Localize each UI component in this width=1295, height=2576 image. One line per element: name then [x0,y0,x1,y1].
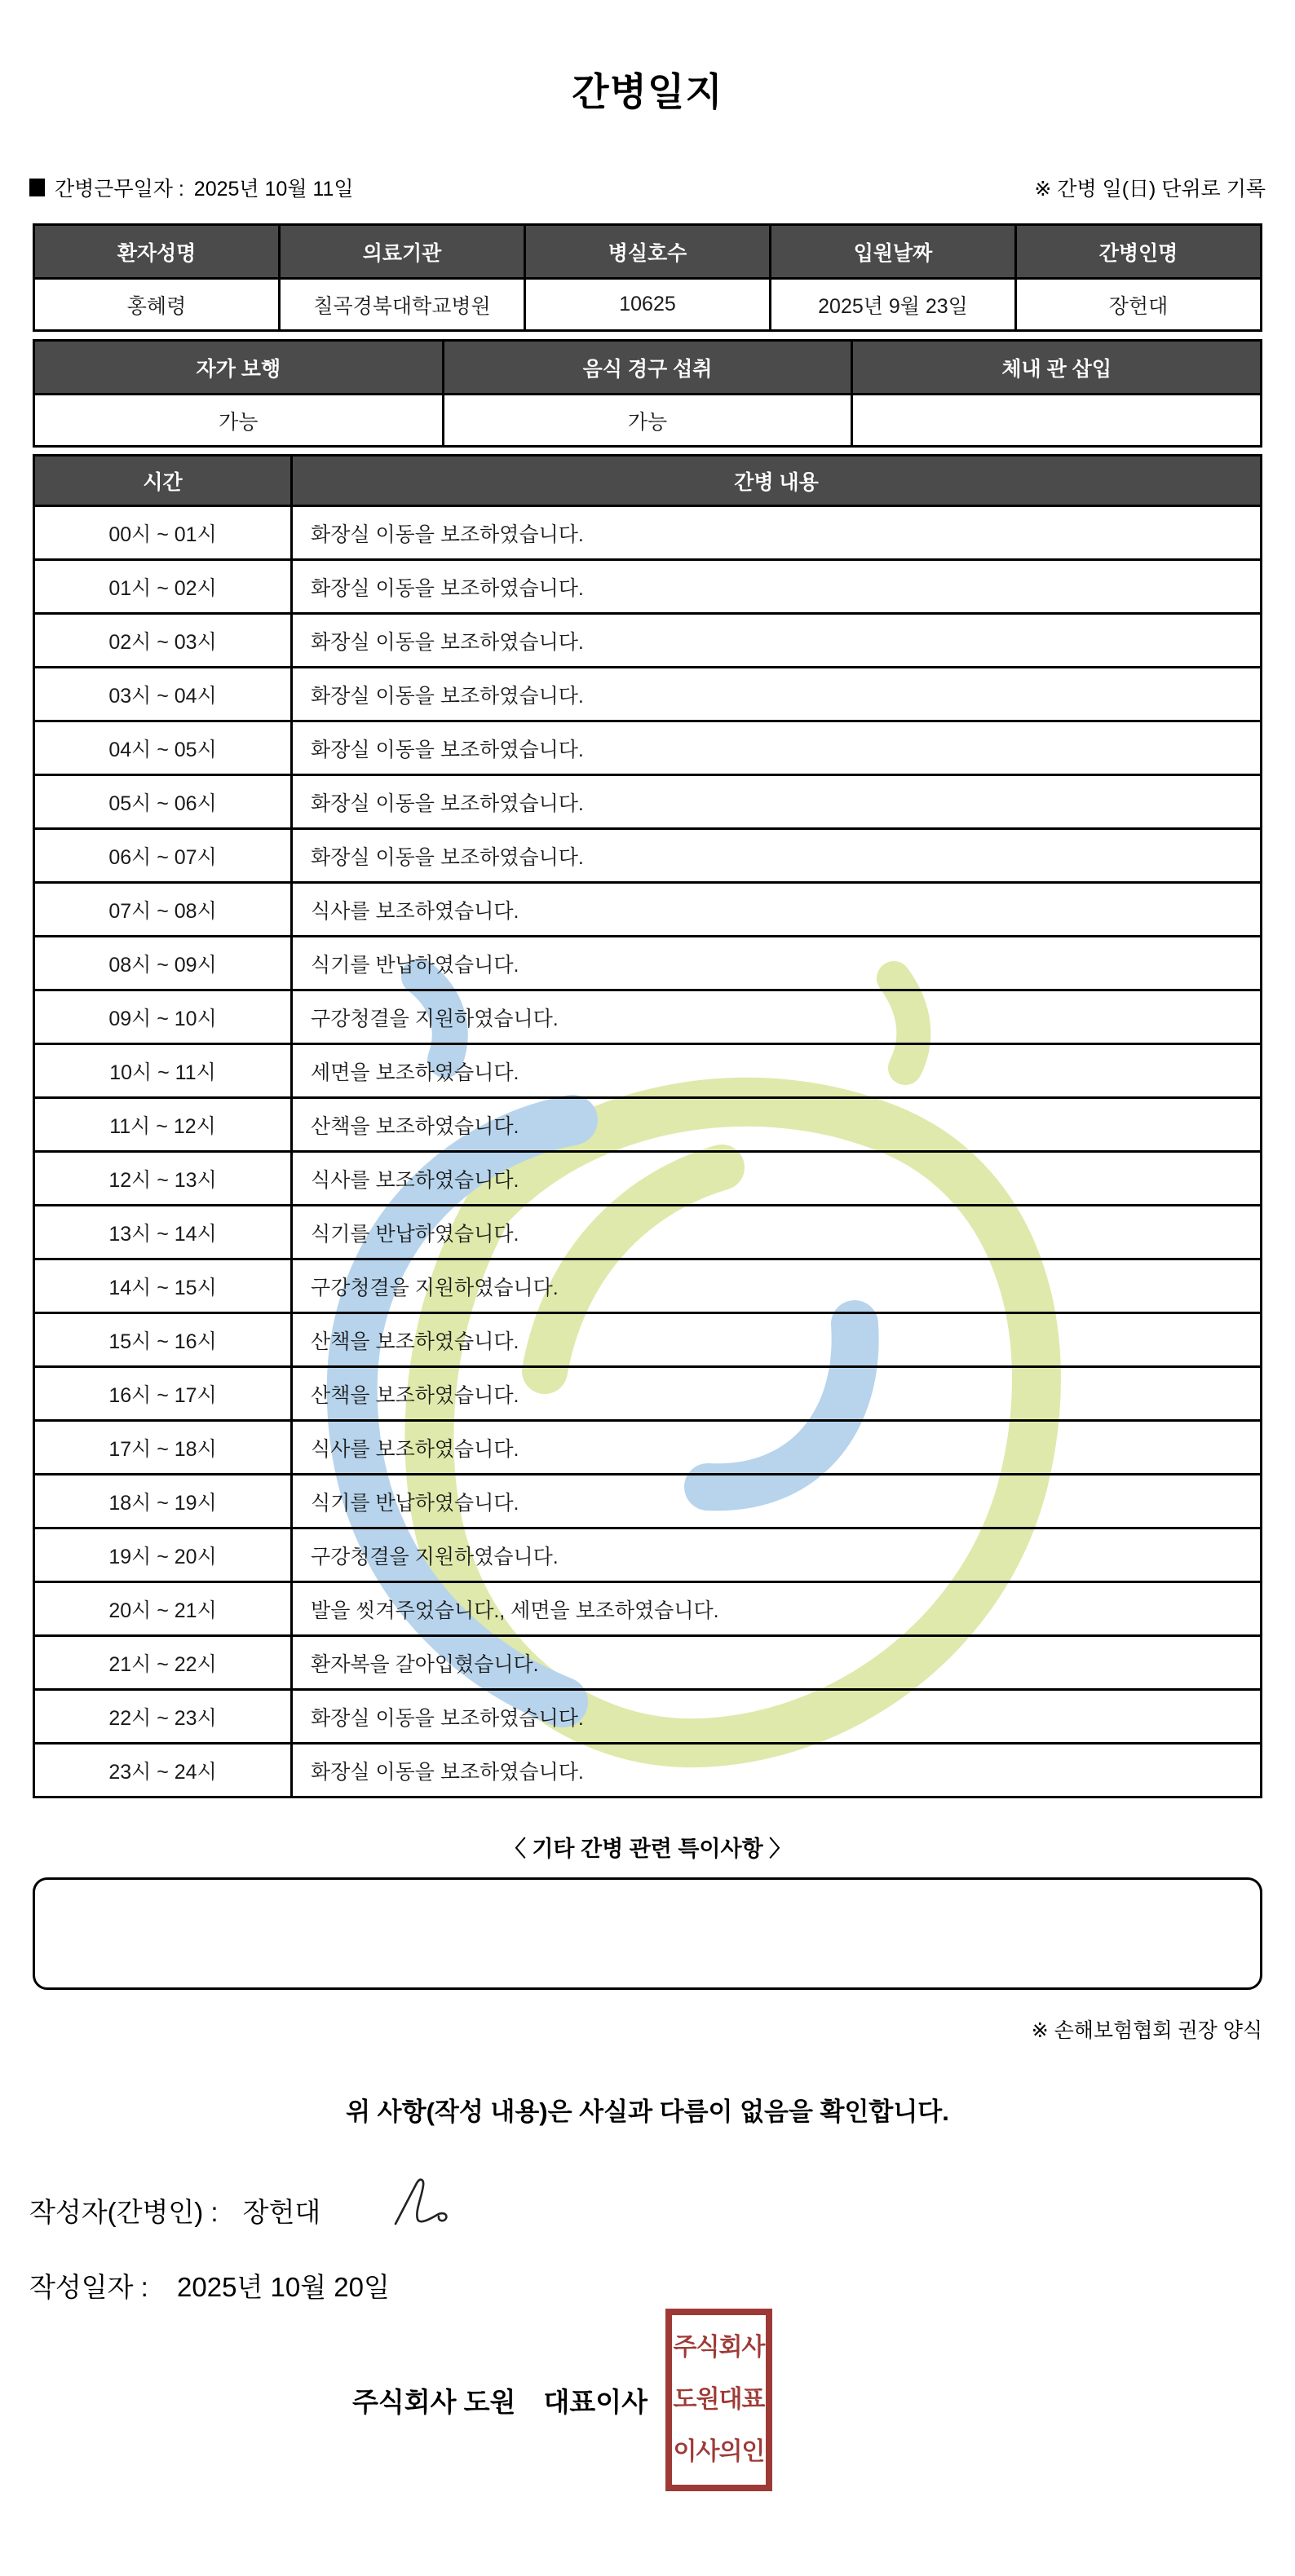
condition-value-row [34,395,1262,447]
black-square-bullet-icon [29,179,45,196]
care-time-cell: 05시 ~ 06시 [34,775,292,829]
time-header: 시간 [34,456,292,506]
company-line [352,2308,1295,2492]
written-date-label: 작성일자 : [29,2272,148,2302]
ceo-label: 대표이사 [543,2386,648,2417]
care-time-cell: 06시 ~ 07시 [34,829,292,883]
tube-insertion-value [852,395,1262,447]
care-table-row [34,1367,1262,1421]
unit-note: ※ 간병 일(日) 단위로 기록 [1034,178,1266,201]
hospital-value: 칠곡경북대학교병원 [280,279,525,331]
special-notes-box [33,1877,1262,1990]
work-date-label: 간병근무일자 : [55,178,184,201]
writer-name: 장헌대 [242,2196,321,2227]
care-table-row [34,506,1262,560]
condition-table [33,339,1262,448]
tube-insertion-header: 체내 관 삽입 [852,341,1262,395]
care-content-header: 간병 내용 [292,456,1262,506]
care-content-cell: 환자복을 갈아입혔습니다. [292,1636,1262,1690]
care-table-row [34,1421,1262,1475]
meta-row [29,173,1266,202]
care-content-cell: 식기를 반납하였습니다. [292,937,1262,990]
care-table-row [34,883,1262,937]
care-time-cell: 17시 ~ 18시 [34,1421,292,1475]
writer-label: 작성자(간병인) : [29,2196,219,2227]
care-time-cell: 04시 ~ 05시 [34,721,292,775]
caregiver-name-header: 간병인명 [1016,225,1262,279]
care-time-cell: 00시 ~ 01시 [34,506,292,560]
care-content-cell: 산책을 보조하였습니다. [292,1313,1262,1367]
care-content-cell: 구강청결을 지원하였습니다. [292,1259,1262,1313]
care-table-row [34,668,1262,721]
care-time-cell: 08시 ~ 09시 [34,937,292,990]
page-title: 간병일지 [572,70,723,113]
self-walking-header: 자가 보행 [34,341,444,395]
care-time-cell: 20시 ~ 21시 [34,1582,292,1636]
care-table-head [34,456,1262,506]
care-content-cell: 화장실 이동을 보조하였습니다. [292,1744,1262,1797]
care-content-cell: 화장실 이동을 보조하였습니다. [292,560,1262,614]
care-time-cell: 13시 ~ 14시 [34,1206,292,1259]
care-time-cell: 19시 ~ 20시 [34,1528,292,1582]
condition-header-row [34,341,1262,395]
care-table-row [34,829,1262,883]
care-log-table [33,454,1262,1798]
patient-value-row [34,279,1262,331]
care-time-cell: 21시 ~ 22시 [34,1636,292,1690]
care-table-row [34,937,1262,990]
care-time-cell: 23시 ~ 24시 [34,1744,292,1797]
care-content-cell: 구강청결을 지원하였습니다. [292,1528,1262,1582]
care-content-cell: 식기를 반납하였습니다. [292,1475,1262,1528]
care-time-cell: 11시 ~ 12시 [34,1098,292,1152]
care-content-cell: 화장실 이동을 보조하였습니다. [292,829,1262,883]
admission-date-value: 2025년 9월 23일 [771,279,1016,331]
care-time-cell: 07시 ~ 08시 [34,883,292,937]
patient-info-table [33,223,1262,332]
patient-header-row [34,225,1262,279]
care-content-cell: 산책을 보조하였습니다. [292,1098,1262,1152]
care-content-cell: 세면을 보조하였습니다. [292,1044,1262,1098]
care-content-cell: 산책을 보조하였습니다. [292,1367,1262,1421]
care-table-row [34,560,1262,614]
care-content-cell: 화장실 이동을 보조하였습니다. [292,1690,1262,1744]
care-content-cell: 화장실 이동을 보조하였습니다. [292,721,1262,775]
care-table-body [34,506,1262,1797]
form-note: ※ 손해보험협회 권장 양식 [1031,2019,1262,2042]
care-time-cell: 02시 ~ 03시 [34,614,292,668]
room-number-header: 병실호수 [525,225,771,279]
care-table-row [34,1259,1262,1313]
care-table-row [34,1152,1262,1206]
caregiver-name-value: 장헌대 [1016,279,1262,331]
care-time-cell: 09시 ~ 10시 [34,990,292,1044]
oral-intake-header: 음식 경구 섭취 [443,341,852,395]
work-date-value: 2025년 10월 11일 [193,178,354,201]
care-table-row [34,1744,1262,1797]
care-table-row [34,721,1262,775]
care-content-cell: 식사를 보조하였습니다. [292,1421,1262,1475]
care-table-row [34,1206,1262,1259]
care-time-cell: 15시 ~ 16시 [34,1313,292,1367]
care-time-cell: 12시 ~ 13시 [34,1152,292,1206]
patient-name-value: 홍혜령 [34,279,280,331]
special-notes-title: 〈 기타 간병 관련 특이사항 〉 [503,1837,792,1861]
care-content-cell: 발을 씻겨주었습니다., 세면을 보조하였습니다. [292,1582,1262,1636]
care-content-cell: 화장실 이동을 보조하였습니다. [292,614,1262,668]
care-content-cell: 식사를 보조하였습니다. [292,1152,1262,1206]
care-table-row [34,1313,1262,1367]
care-content-cell: 화장실 이동을 보조하였습니다. [292,506,1262,560]
corporate-seal-stamp [665,2309,772,2491]
care-table-row [34,1636,1262,1690]
care-table-row [34,1582,1262,1636]
care-time-cell: 18시 ~ 19시 [34,1475,292,1528]
work-date-line [29,173,354,202]
admission-date-header: 입원날짜 [771,225,1016,279]
care-table-row [34,1690,1262,1744]
care-time-cell: 01시 ~ 02시 [34,560,292,614]
signature-scribble [392,2177,467,2230]
care-table-row [34,990,1262,1044]
confirmation-statement: 위 사항(작성 내용)은 사실과 다름이 없음을 확인합니다. [346,2097,949,2126]
care-content-cell: 식사를 보조하였습니다. [292,883,1262,937]
care-header-row [34,456,1262,506]
self-walking-value: 가능 [34,395,444,447]
care-content-cell: 화장실 이동을 보조하였습니다. [292,775,1262,829]
care-table-row [34,1098,1262,1152]
care-content-cell: 식기를 반납하였습니다. [292,1206,1262,1259]
care-time-cell: 10시 ~ 11시 [34,1044,292,1098]
care-time-cell: 16시 ~ 17시 [34,1367,292,1421]
care-table-row [34,614,1262,668]
care-table-row [34,775,1262,829]
care-table-row [34,1475,1262,1528]
care-time-cell: 14시 ~ 15시 [34,1259,292,1313]
care-time-cell: 22시 ~ 23시 [34,1690,292,1744]
oral-intake-value: 가능 [443,395,852,447]
writer-line [29,2183,1295,2237]
hospital-header: 의료기관 [280,225,525,279]
seal-line-2: 도원대표 [673,2386,765,2413]
patient-name-header: 환자성명 [34,225,280,279]
seal-line-3: 이사의인 [673,2438,765,2465]
written-date-value: 2025년 10월 20일 [177,2272,390,2302]
company-name: 주식회사 도원 [352,2386,516,2417]
seal-line-1: 주식회사 [673,2334,765,2361]
written-date-line [29,2266,1295,2305]
care-table-row [34,1528,1262,1582]
care-content-cell: 구강청결을 지원하였습니다. [292,990,1262,1044]
care-time-cell: 03시 ~ 04시 [34,668,292,721]
care-table-row [34,1044,1262,1098]
care-content-cell: 화장실 이동을 보조하였습니다. [292,668,1262,721]
room-number-value: 10625 [525,279,771,331]
